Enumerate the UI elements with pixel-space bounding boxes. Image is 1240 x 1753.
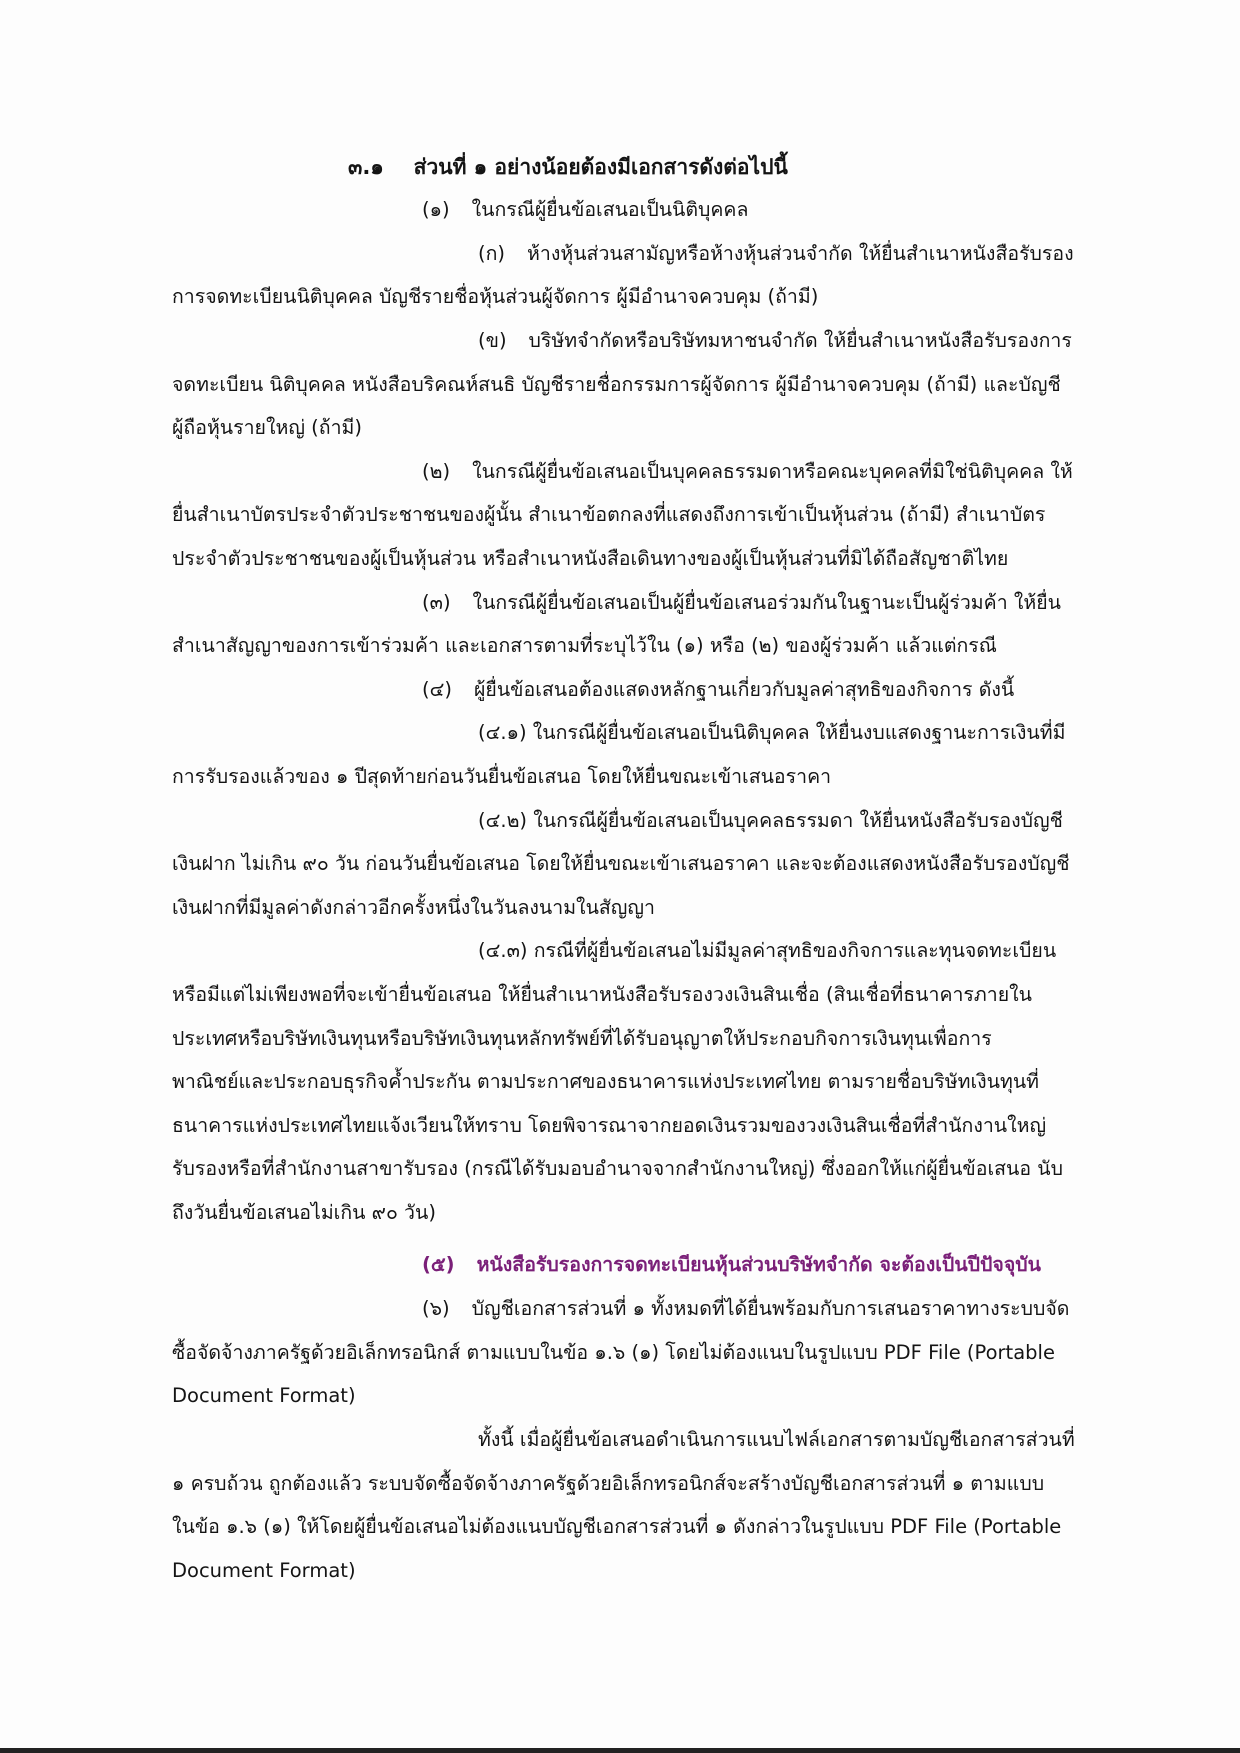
- item-4-2-line-2: เงินฝาก ไม่เกิน ๙๐ วัน ก่อนวันยื่นข้อเสนอ โดยให้ยื่นขณะเข้าเสนอราคา และจะต้องแสดงหนังสือรับรองบัญชี: [172, 852, 1070, 875]
- item-2-number: (๒): [422, 460, 451, 483]
- item-4-line-1: [422, 675, 1014, 705]
- item-4-3-line-6: รับรองหรือที่สำนักงานสาขารับรอง (กรณีได้รับมอบอำนาจจากสำนักงานใหญ่) ซึ่งออกให้แก่ผู้ยื่นข้อเสนอ นับ: [172, 1157, 1063, 1180]
- section-heading: [348, 152, 788, 182]
- section-title: ส่วนที่ ๑ อย่างน้อยต้องมีเอกสารดังต่อไปนี้: [413, 155, 788, 179]
- item-1b-line-2: จดทะเบียน นิติบุคคล หนังสือบริคณห์สนธิ บัญชีรายชื่อกรรมการผู้จัดการ ผู้มีอำนาจควบคุม (ถ้ามี) และบัญชี: [172, 373, 1061, 396]
- scan-bottom-edge: [0, 1748, 1240, 1753]
- item-4-3-line-7: ถึงวันยื่นข้อเสนอไม่เกิน ๙๐ วัน): [172, 1201, 436, 1224]
- item-4-2-line-1: (๔.๒) ในกรณีผู้ยื่นข้อเสนอเป็นบุคคลธรรมดา ให้ยื่นหนังสือรับรองบัญชี: [478, 809, 1063, 832]
- item-1b-number: (ข): [478, 329, 507, 352]
- item-1-text: ในกรณีผู้ยื่นข้อเสนอเป็นนิติบุคคล: [471, 198, 749, 221]
- item-3-line-2: สำเนาสัญญาของการเข้าร่วมค้า และเอกสารตามที่ระบุไว้ใน (๑) หรือ (๒) ของผู้ร่วมค้า แล้วแต่กรณี: [172, 634, 997, 657]
- item-4-3-line-1: (๔.๓) กรณีที่ผู้ยื่นข้อเสนอไม่มีมูลค่าสุทธิของกิจการและทุนจดทะเบียน: [478, 939, 1057, 962]
- item-1: [422, 195, 748, 225]
- item-6-line-3: Document Format): [172, 1384, 356, 1407]
- item-5-line-1: [422, 1250, 1041, 1280]
- item-4-3-line-4: พาณิชย์และประกอบธุรกิจค้ำประกัน ตามประกาศของธนาคารแห่งประเทศไทย ตามรายชื่อบริษัทเงินทุนที่: [172, 1070, 1039, 1093]
- item-2-line-2: ยื่นสำเนาบัตรประจำตัวประชาชนของผู้นั้น สำเนาข้อตกลงที่แสดงถึงการเข้าเป็นหุ้นส่วน (ถ้ามี) สำเนาบัตร: [172, 503, 1046, 526]
- item-2-line-3: ประจำตัวประชาชนของผู้เป็นหุ้นส่วน หรือสำเนาหนังสือเดินทางของผู้เป็นหุ้นส่วนที่มิได้ถือสัญชาติไทย: [172, 547, 1009, 570]
- note-line-3: ในข้อ ๑.๖ (๑) ให้โดยผู้ยื่นข้อเสนอไม่ต้องแนบบัญชีเอกสารส่วนที่ ๑ ดังกล่าวในรูปแบบ PDF File (Portable: [172, 1515, 1062, 1538]
- item-1b-line-3: ผู้ถือหุ้นรายใหญ่ (ถ้ามี): [172, 416, 362, 439]
- item-5-number: (๕): [422, 1253, 455, 1276]
- item-4-2-line-3: เงินฝากที่มีมูลค่าดังกล่าวอีกครั้งหนึ่งในวันลงนามในสัญญา: [172, 896, 655, 919]
- item-4-3-line-3: ประเทศหรือบริษัทเงินทุนหรือบริษัทเงินทุนหลักทรัพย์ที่ได้รับอนุญาตให้ประกอบกิจการเงินทุนเพื่อการ: [172, 1027, 992, 1050]
- item-4-1-line-2: การรับรองแล้วของ ๑ ปีสุดท้ายก่อนวันยื่นข้อเสนอ โดยให้ยื่นขณะเข้าเสนอราคา: [172, 765, 832, 788]
- item-6-number: (๖): [422, 1297, 450, 1320]
- item-4-number: (๔): [422, 678, 452, 701]
- item-1a-line-2: การจดทะเบียนนิติบุคคล บัญชีรายชื่อหุ้นส่วนผู้จัดการ ผู้มีอำนาจควบคุม (ถ้ามี): [172, 285, 819, 308]
- item-3-number: (๓): [422, 591, 451, 614]
- item-3-line-1: [422, 588, 1061, 618]
- item-6-text: บัญชีเอกสารส่วนที่ ๑ ทั้งหมดที่ได้ยื่นพร้อมกับการเสนอราคาทางระบบจัด: [471, 1297, 1070, 1320]
- section-number: ๓.๑: [348, 155, 384, 179]
- item-4-text: ผู้ยื่นข้อเสนอต้องแสดงหลักฐานเกี่ยวกับมูลค่าสุทธิของกิจการ ดังนี้: [473, 678, 1015, 701]
- note-line-1: ทั้งนี้ เมื่อผู้ยื่นข้อเสนอดำเนินการแนบไฟล์เอกสารตามบัญชีเอกสารส่วนที่: [478, 1428, 1075, 1451]
- item-1-number: (๑): [422, 198, 450, 221]
- item-1a-number: (ก): [478, 242, 506, 265]
- item-1a-line-1: [478, 239, 1074, 269]
- item-4-1-line-1: (๔.๑) ในกรณีผู้ยื่นข้อเสนอเป็นนิติบุคคล ให้ยื่นงบแสดงฐานะการเงินที่มี: [478, 721, 1066, 744]
- item-1b-text: บริษัทจำกัดหรือบริษัทมหาชนจำกัด ให้ยื่นสำเนาหนังสือรับรองการ: [528, 329, 1072, 352]
- item-5-text: หนังสือรับรองการจดทะเบียนหุ้นส่วนบริษัทจำกัด จะต้องเป็นปีปัจจุบัน: [476, 1253, 1041, 1276]
- item-4-3-line-5: ธนาคารแห่งประเทศไทยแจ้งเวียนให้ทราบ โดยพิจารณาจากยอดเงินรวมของวงเงินสินเชื่อที่สำนักงานใหญ่: [172, 1114, 1047, 1137]
- item-3-text: ในกรณีผู้ยื่นข้อเสนอเป็นผู้ยื่นข้อเสนอร่วมกันในฐานะเป็นผู้ร่วมค้า ให้ยื่น: [472, 591, 1061, 614]
- item-6-line-2: ซื้อจัดจ้างภาครัฐด้วยอิเล็กทรอนิกส์ ตามแบบในข้อ ๑.๖ (๑) โดยไม่ต้องแนบในรูปแบบ PDF File (Portable: [172, 1341, 1055, 1364]
- item-1b-line-1: [478, 326, 1072, 356]
- item-4-3-line-2: หรือมีแต่ไม่เพียงพอที่จะเข้ายื่นข้อเสนอ ให้ยื่นสำเนาหนังสือรับรองวงเงินสินเชื่อ (สินเชื่อที่ธนาคารภายใน: [172, 983, 1032, 1006]
- item-1a-text: ห้างหุ้นส่วนสามัญหรือห้างหุ้นส่วนจำกัด ให้ยื่นสำเนาหนังสือรับรอง: [527, 242, 1074, 265]
- note-line-4: Document Format): [172, 1559, 356, 1582]
- item-6-line-1: [422, 1294, 1069, 1324]
- item-2-text: ในกรณีผู้ยื่นข้อเสนอเป็นบุคคลธรรมดาหรือคณะบุคคลที่มิใช่นิติบุคคล ให้: [472, 460, 1073, 483]
- item-2-line-1: [422, 457, 1073, 487]
- note-line-2: ๑ ครบถ้วน ถูกต้องแล้ว ระบบจัดซื้อจัดจ้างภาครัฐด้วยอิเล็กทรอนิกส์จะสร้างบัญชีเอกสารส่วนที่ ๑ ตามแบบ: [172, 1472, 1045, 1495]
